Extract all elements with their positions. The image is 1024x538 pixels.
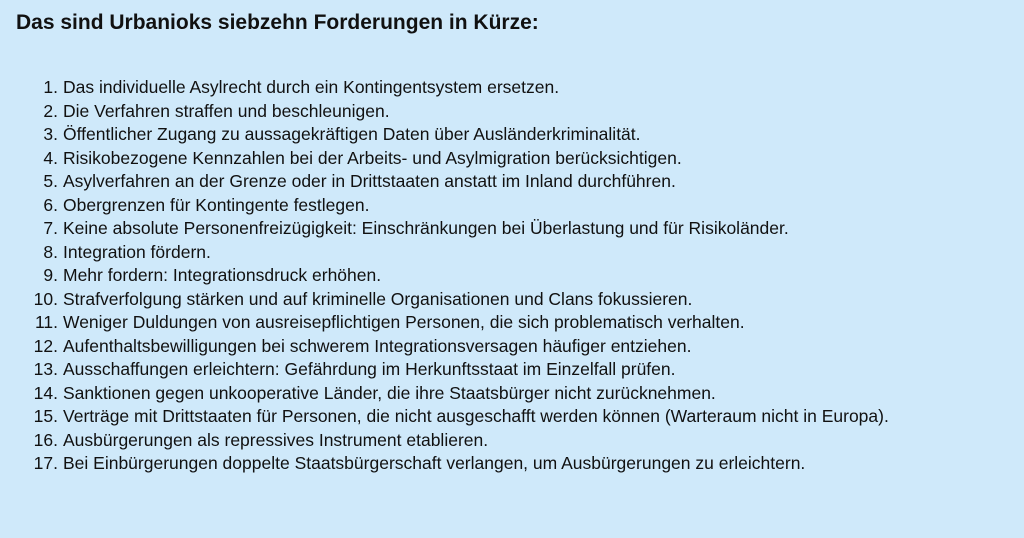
item-number: 1. bbox=[43, 77, 58, 97]
item-number: 5. bbox=[43, 171, 58, 191]
list-item bbox=[16, 194, 1008, 218]
item-number: 6. bbox=[43, 194, 58, 215]
item-number: 12. bbox=[33, 335, 58, 356]
item-text: Verträge mit Drittstaaten für Personen, die nicht ausgeschafft werden können (Warteraum nicht in Europa). bbox=[63, 406, 889, 426]
item-number: 9. bbox=[43, 265, 58, 285]
item-number: 15. bbox=[33, 406, 58, 426]
list-item bbox=[16, 217, 1008, 241]
item-number: 8. bbox=[43, 241, 58, 262]
item-text: Das individuelle Asylrecht durch ein Kontingentsystem ersetzen. bbox=[63, 77, 560, 97]
item-text: Bei Einbürgerungen doppelte Staatsbürgerschaft verlangen, um Ausbürgerungen zu erleichtern. bbox=[63, 453, 806, 473]
list-item bbox=[16, 311, 1008, 335]
list-item bbox=[16, 452, 1008, 476]
item-text: Integration fördern. bbox=[63, 241, 211, 262]
item-number: 4. bbox=[43, 147, 58, 168]
list-item bbox=[16, 382, 1008, 406]
item-text: Risikobezogene Kennzahlen bei der Arbeits- und Asylmigration berücksichtigen. bbox=[63, 147, 682, 168]
item-text: Ausbürgerungen als repressives Instrument etablieren. bbox=[63, 429, 489, 450]
item-text: Asylverfahren an der Grenze oder in Drittstaaten anstatt im Inland durchführen. bbox=[63, 171, 676, 191]
item-number: 17. bbox=[33, 453, 58, 473]
item-number: 10. bbox=[33, 288, 58, 309]
list-item bbox=[16, 358, 1008, 382]
item-text: Öffentlicher Zugang zu aussagekräftigen Daten über Ausländerkriminalität. bbox=[63, 124, 641, 144]
item-number: 2. bbox=[43, 100, 58, 121]
list-item bbox=[16, 241, 1008, 265]
item-text: Keine absolute Personenfreizügigkeit: Einschränkungen bei Überlastung und für Risikoländer. bbox=[63, 218, 789, 238]
item-text: Aufenthaltsbewilligungen bei schwerem Integrationsversagen häufiger entziehen. bbox=[63, 335, 692, 356]
list-item bbox=[16, 76, 1008, 100]
item-text: Mehr fordern: Integrationsdruck erhöhen. bbox=[63, 265, 382, 285]
list-item bbox=[16, 170, 1008, 194]
item-text: Sanktionen gegen unkooperative Länder, die ihre Staatsbürger nicht zurücknehmen. bbox=[63, 382, 716, 403]
list-item bbox=[16, 335, 1008, 359]
item-number: 14. bbox=[33, 382, 58, 403]
item-text: Ausschaffungen erleichtern: Gefährdung im Herkunftsstaat im Einzelfall prüfen. bbox=[63, 359, 676, 379]
item-text: Strafverfolgung stärken und auf kriminelle Organisationen und Clans fokussieren. bbox=[63, 288, 693, 309]
list-item bbox=[16, 288, 1008, 312]
list-item bbox=[16, 123, 1008, 147]
item-number: 11. bbox=[34, 312, 58, 332]
demands-list bbox=[16, 76, 1008, 476]
item-text: Obergrenzen für Kontingente festlegen. bbox=[63, 194, 370, 215]
page-title: Das sind Urbanioks siebzehn Forderungen in Kürze: bbox=[16, 11, 539, 34]
item-number: 3. bbox=[43, 124, 58, 144]
item-text: Weniger Duldungen von ausreisepflichtigen Personen, die sich problematisch verhalten. bbox=[63, 312, 745, 332]
list-item bbox=[16, 264, 1008, 288]
list-item bbox=[16, 147, 1008, 171]
item-number: 16. bbox=[33, 429, 58, 450]
list-item bbox=[16, 429, 1008, 453]
item-text: Die Verfahren straffen und beschleunigen. bbox=[63, 100, 390, 121]
item-number: 7. bbox=[43, 218, 58, 238]
item-number: 13. bbox=[33, 359, 58, 379]
list-item bbox=[16, 100, 1008, 124]
list-item bbox=[16, 405, 1008, 429]
